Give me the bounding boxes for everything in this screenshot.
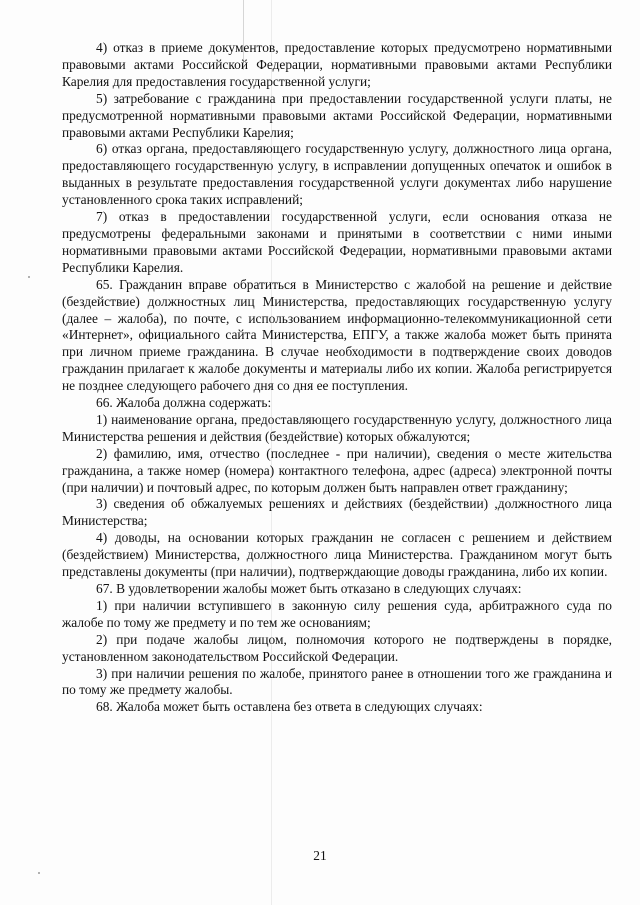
paragraph: 4) доводы, на основании которых гражданин не согласен с решением и действием (бездействием) Министерства, должностного лица Министерства. Гражданином могут быть представлены документы (при наличии), подтверждающие доводы гражданина, либо их копии. — [62, 530, 612, 580]
paragraph: 6) отказ органа, предоставляющего государственную услугу, должностного лица органа, предоставляющего государственную услугу, в исправлении допущенных опечаток и ошибок в выданных в результате предоставления государственной услуги документах либо нарушение установленного срока таких исправлений; — [62, 141, 612, 208]
paragraph: 1) наименование органа, предоставляющего государственную услугу, должностного лица Министерства решения и действия (бездействие) которых обжалуются; — [62, 411, 612, 444]
paragraph: 66. Жалоба должна содержать: — [96, 395, 272, 411]
paragraph: 65. Гражданин вправе обратиться в Министерство с жалобой на решение и действие (бездействие) должностных лиц Министерства, предоставляющих государственную услугу (далее – жалоба), по почте, с использованием информационно-телекоммуникационной сети «Интернет», официального сайта Министерства, ЕПГУ, а также жалоба может быть принята при личном приеме гражданина. В случае необходимости в подтверждение своих доводов гражданин прилагает к жалобе документы и материалы либо их копии. Жалоба регистрируется не позднее следующего рабочего дня со дня ее поступления. — [62, 276, 612, 394]
paragraph: 67. В удовлетворении жалобы может быть отказано в следующих случаях: — [96, 581, 522, 596]
paragraph: 3) при наличии решения по жалобе, принятого ранее в отношении того же гражданина и по тому же предмету жалобы. — [62, 665, 612, 698]
paragraph: 7) отказ в предоставлении государственной услуги, если основания отказа не предусмотрены федеральными законами и принятыми в соответствии с ними иными нормативными правовыми актами Российской Федерации, нормативными правовыми актами Республики Карелия. — [62, 209, 612, 275]
paragraph: 4) отказ в приеме документов, предоставление которых предусмотрено нормативными правовыми актами Российской Федерации, нормативными правовыми актами Республики Карелия для предоставления государственной услуги; — [62, 40, 612, 89]
paragraph: 5) затребование с гражданина при предоставлении государственной услуги платы, не предусмотренной нормативными правовыми актами Российской Федерации, нормативными правовыми актами Республики Карелия; — [62, 90, 612, 140]
page-number: 21 — [313, 848, 327, 863]
document-body — [62, 40, 612, 716]
paragraph: 68. Жалоба может быть оставлена без ответа в следующих случаях: — [96, 699, 483, 715]
scan-artifact — [28, 276, 30, 278]
paragraph: 1) при наличии вступившего в законную силу решения суда, арбитражного суда по жалобе по тому же предмету и по тем же основаниям; — [62, 597, 612, 630]
paragraph: 2) при подаче жалобы лицом, полномочия которого не подтверждены в порядке, установленном законодательством Российской Федерации. — [62, 631, 612, 664]
scan-artifact — [38, 872, 40, 874]
paragraph: 2) фамилию, имя, отчество (последнее - при наличии), сведения о месте жительства гражданина, а также номер (номера) контактного телефона, адрес (адреса) электронной почты (при наличии) и почтовый адрес, по которым должен быть направлен ответ гражданину; — [62, 445, 612, 495]
paragraph: 3) сведения об обжалуемых решениях и действиях (бездействии) ,должностного лица Министерства; — [62, 496, 612, 529]
